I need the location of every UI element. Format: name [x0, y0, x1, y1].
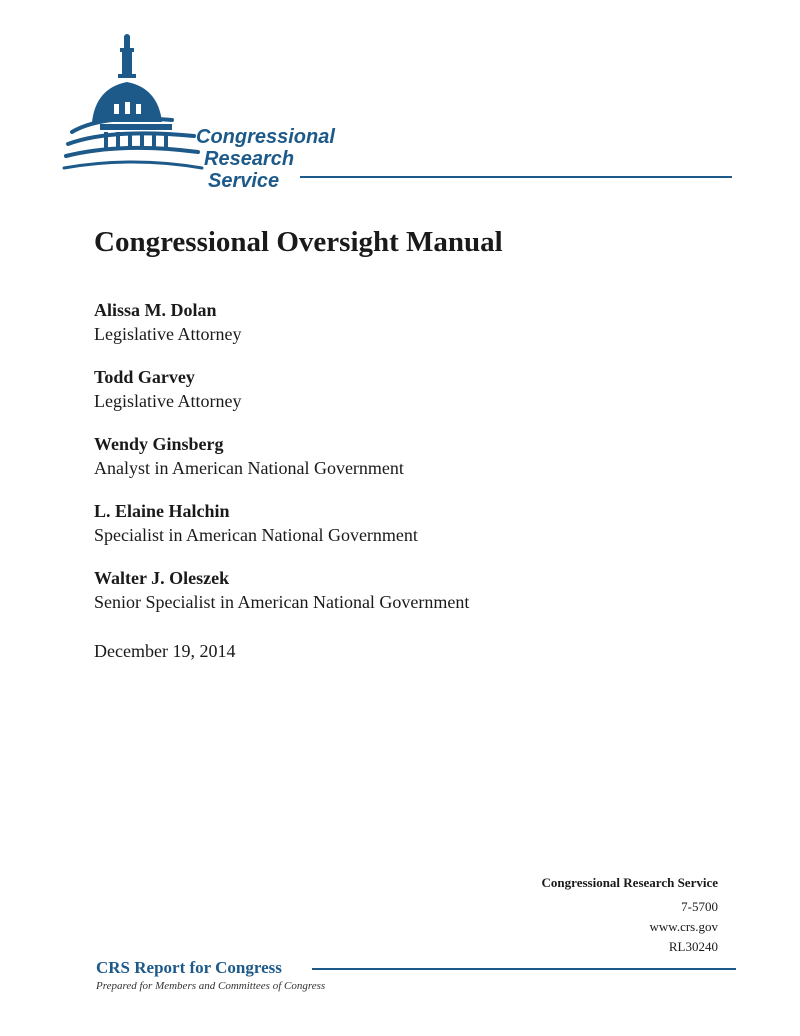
author-name: Walter J. Oleszek: [94, 568, 230, 588]
author-title: Legislative Attorney: [94, 391, 242, 411]
report-label: CRS Report for Congress: [96, 958, 282, 977]
author-name: Todd Garvey: [94, 367, 195, 387]
author-name: Alissa M. Dolan: [94, 300, 217, 320]
footer-rule: [312, 968, 736, 970]
author-name: Wendy Ginsberg: [94, 434, 224, 454]
header-rule: [300, 176, 732, 178]
prepared-for: Prepared for Members and Committees of Congress: [96, 980, 326, 992]
author-entry: [94, 432, 694, 499]
author-title: Analyst in American National Government: [94, 458, 404, 478]
publication-date: December 19, 2014: [94, 641, 236, 661]
author-entry: [94, 298, 694, 365]
author-title: Specialist in American National Government: [94, 525, 418, 545]
author-entry: [94, 365, 694, 432]
author-list: [94, 298, 694, 633]
author-title: Legislative Attorney: [94, 324, 242, 344]
logo-line-1: Congressional: [196, 126, 335, 148]
author-name: L. Elaine Halchin: [94, 501, 230, 521]
author-title: Senior Specialist in American National Government: [94, 592, 470, 612]
footer-phone: 7-5700: [681, 899, 718, 914]
author-entry: [94, 566, 694, 633]
logo-line-2: Research: [204, 148, 295, 170]
footer-report-number: RL30240: [668, 939, 718, 954]
footer-info: [542, 873, 718, 957]
footer-org: Congressional Research Service: [541, 875, 718, 890]
footer-website[interactable]: www.crs.gov: [649, 919, 718, 934]
author-entry: [94, 499, 694, 566]
crs-logo-wordmark: [196, 126, 335, 192]
document-title: Congressional Oversight Manual: [94, 226, 503, 258]
logo-line-3: Service: [208, 170, 280, 192]
